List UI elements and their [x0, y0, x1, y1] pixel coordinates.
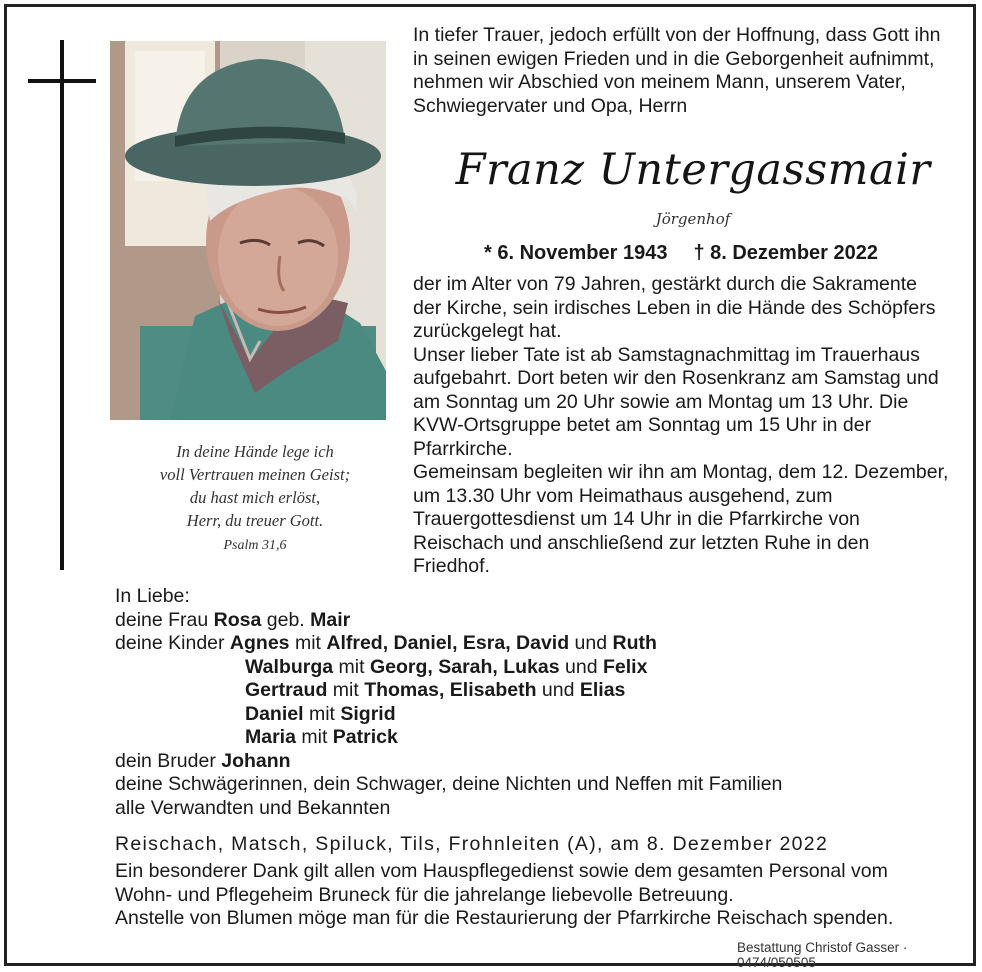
place-and-date: Reischach, Matsch, Spiluck, Tils, Frohnleiten (A), am 8. Dezember 2022 — [115, 833, 829, 855]
thanks-text: Ein besonderer Dank gilt allen vom Hauspflegedienst sowie dem gesamten Personal vom Wohn- und Pflegeheim Bruneck für die jahrelange liebevolle Betreuung. — [115, 860, 888, 906]
mourner-child — [115, 632, 782, 656]
body-paragraph: Unser lieber Tate ist ab Samstagnachmittag im Trauerhaus aufgebahrt. Dort beten wir den Rosenkranz am Samstag und am Sonntag um 20 Uhr sowie am Montag um 13 Uhr. Die KVW-Ortsgruppe betet am Sonntag um 15 Uhr in der Pfarrkirche. — [413, 343, 939, 460]
psalm-line: In deine Hände lege ich — [176, 442, 334, 461]
mourner-child — [115, 679, 782, 703]
mourner-relatives: deine Schwägerinnen, dein Schwager, deine Nichten und Neffen mit Familien — [115, 773, 783, 795]
wife-name: Rosa — [213, 608, 262, 631]
child-family: Sigrid — [340, 702, 396, 725]
child-family-last: Felix — [603, 655, 648, 678]
label-text: und — [536, 679, 580, 701]
label-text: geb. — [261, 608, 311, 631]
child-name: Gertraud — [245, 679, 328, 701]
child-family-last: Elias — [579, 679, 626, 701]
psalm-line: Herr, du treuer Gott. — [186, 511, 324, 530]
label-text: mit — [333, 655, 370, 678]
psalm-verse — [110, 440, 400, 557]
farm-name: Jörgenhof — [655, 210, 731, 228]
child-family: Georg, Sarah, Lukas — [369, 655, 560, 678]
label-text: mit — [303, 702, 341, 725]
child-name: Walburga — [245, 655, 334, 678]
cross-icon — [60, 40, 64, 570]
body-paragraph: Gemeinsam begleiten wir ihn am Montag, dem 12. Dezember, um 13.30 Uhr vom Heimathaus ausgehend, zum Trauergottesdienst um 14 Uhr in die Pfarrkirche von Reischach und anschließend zur letzten Ruhe in den Friedhof. — [413, 461, 949, 577]
mourner-child — [115, 703, 782, 727]
cross-icon-bar — [28, 79, 96, 83]
label-text: mit — [327, 679, 365, 701]
label-text: deine Kinder — [115, 632, 230, 654]
birth-date: * 6. November 1943 — [484, 242, 668, 264]
mourner-others: alle Verwandten und Bekannten — [115, 796, 391, 819]
child-family: Alfred, Daniel, Esra, David — [326, 632, 570, 654]
label-text: und — [559, 655, 603, 678]
child-family-last: Ruth — [612, 632, 657, 654]
child-family: Thomas, Elisabeth — [364, 679, 537, 701]
mourner-child — [115, 726, 782, 750]
child-family: Patrick — [332, 726, 398, 748]
life-dates — [413, 242, 949, 265]
label-text: mit — [289, 632, 327, 654]
psalm-line: voll Vertrauen meinen Geist; — [159, 465, 351, 484]
intro-text: In tiefer Trauer, jedoch erfüllt von der Hoffnung, dass Gott ihn in seinen ewigen Frieden und in die Geborgenheit aufnimmt, nehmen wir Abschied von meinem Mann, unserem Vater, Schwiegervater und Opa, Herrn — [413, 24, 941, 117]
thanks-section — [115, 860, 950, 931]
death-date: † 8. Dezember 2022 — [693, 242, 878, 264]
mourners-heading: In Liebe: — [115, 585, 190, 607]
brother-name: Johann — [221, 749, 291, 772]
child-name: Agnes — [229, 632, 290, 654]
psalm-line: du hast mich erlöst, — [189, 488, 321, 507]
body-paragraph: der im Alter von 79 Jahren, gestärkt durch die Sakramente der Kirche, sein irdisches Leben in die Hände des Schöpfers zurückgelegt hat. — [413, 273, 936, 342]
deceased-name: Franz Untergassmair — [455, 145, 931, 195]
mourner-wife — [115, 609, 782, 633]
undertaker-credit: Bestattung Christof Gasser · 0474/050505 — [737, 940, 908, 970]
mourner-child — [115, 656, 782, 680]
psalm-reference: Psalm 31,6 — [223, 538, 287, 553]
label-text: und — [569, 632, 613, 654]
label-text: deine Frau — [115, 608, 214, 631]
notice-body — [413, 273, 949, 579]
maiden-name: Mair — [310, 608, 351, 631]
mourner-brother — [115, 750, 782, 774]
child-name: Maria — [245, 726, 296, 748]
donation-text: Anstelle von Blumen möge man für die Restaurierung der Pfarrkirche Reischach spenden. — [115, 907, 894, 929]
label-text: mit — [295, 726, 333, 748]
portrait-photo — [110, 41, 386, 420]
child-name: Daniel — [245, 702, 304, 725]
mourners-list — [115, 585, 782, 820]
label-text: dein Bruder — [115, 749, 222, 772]
